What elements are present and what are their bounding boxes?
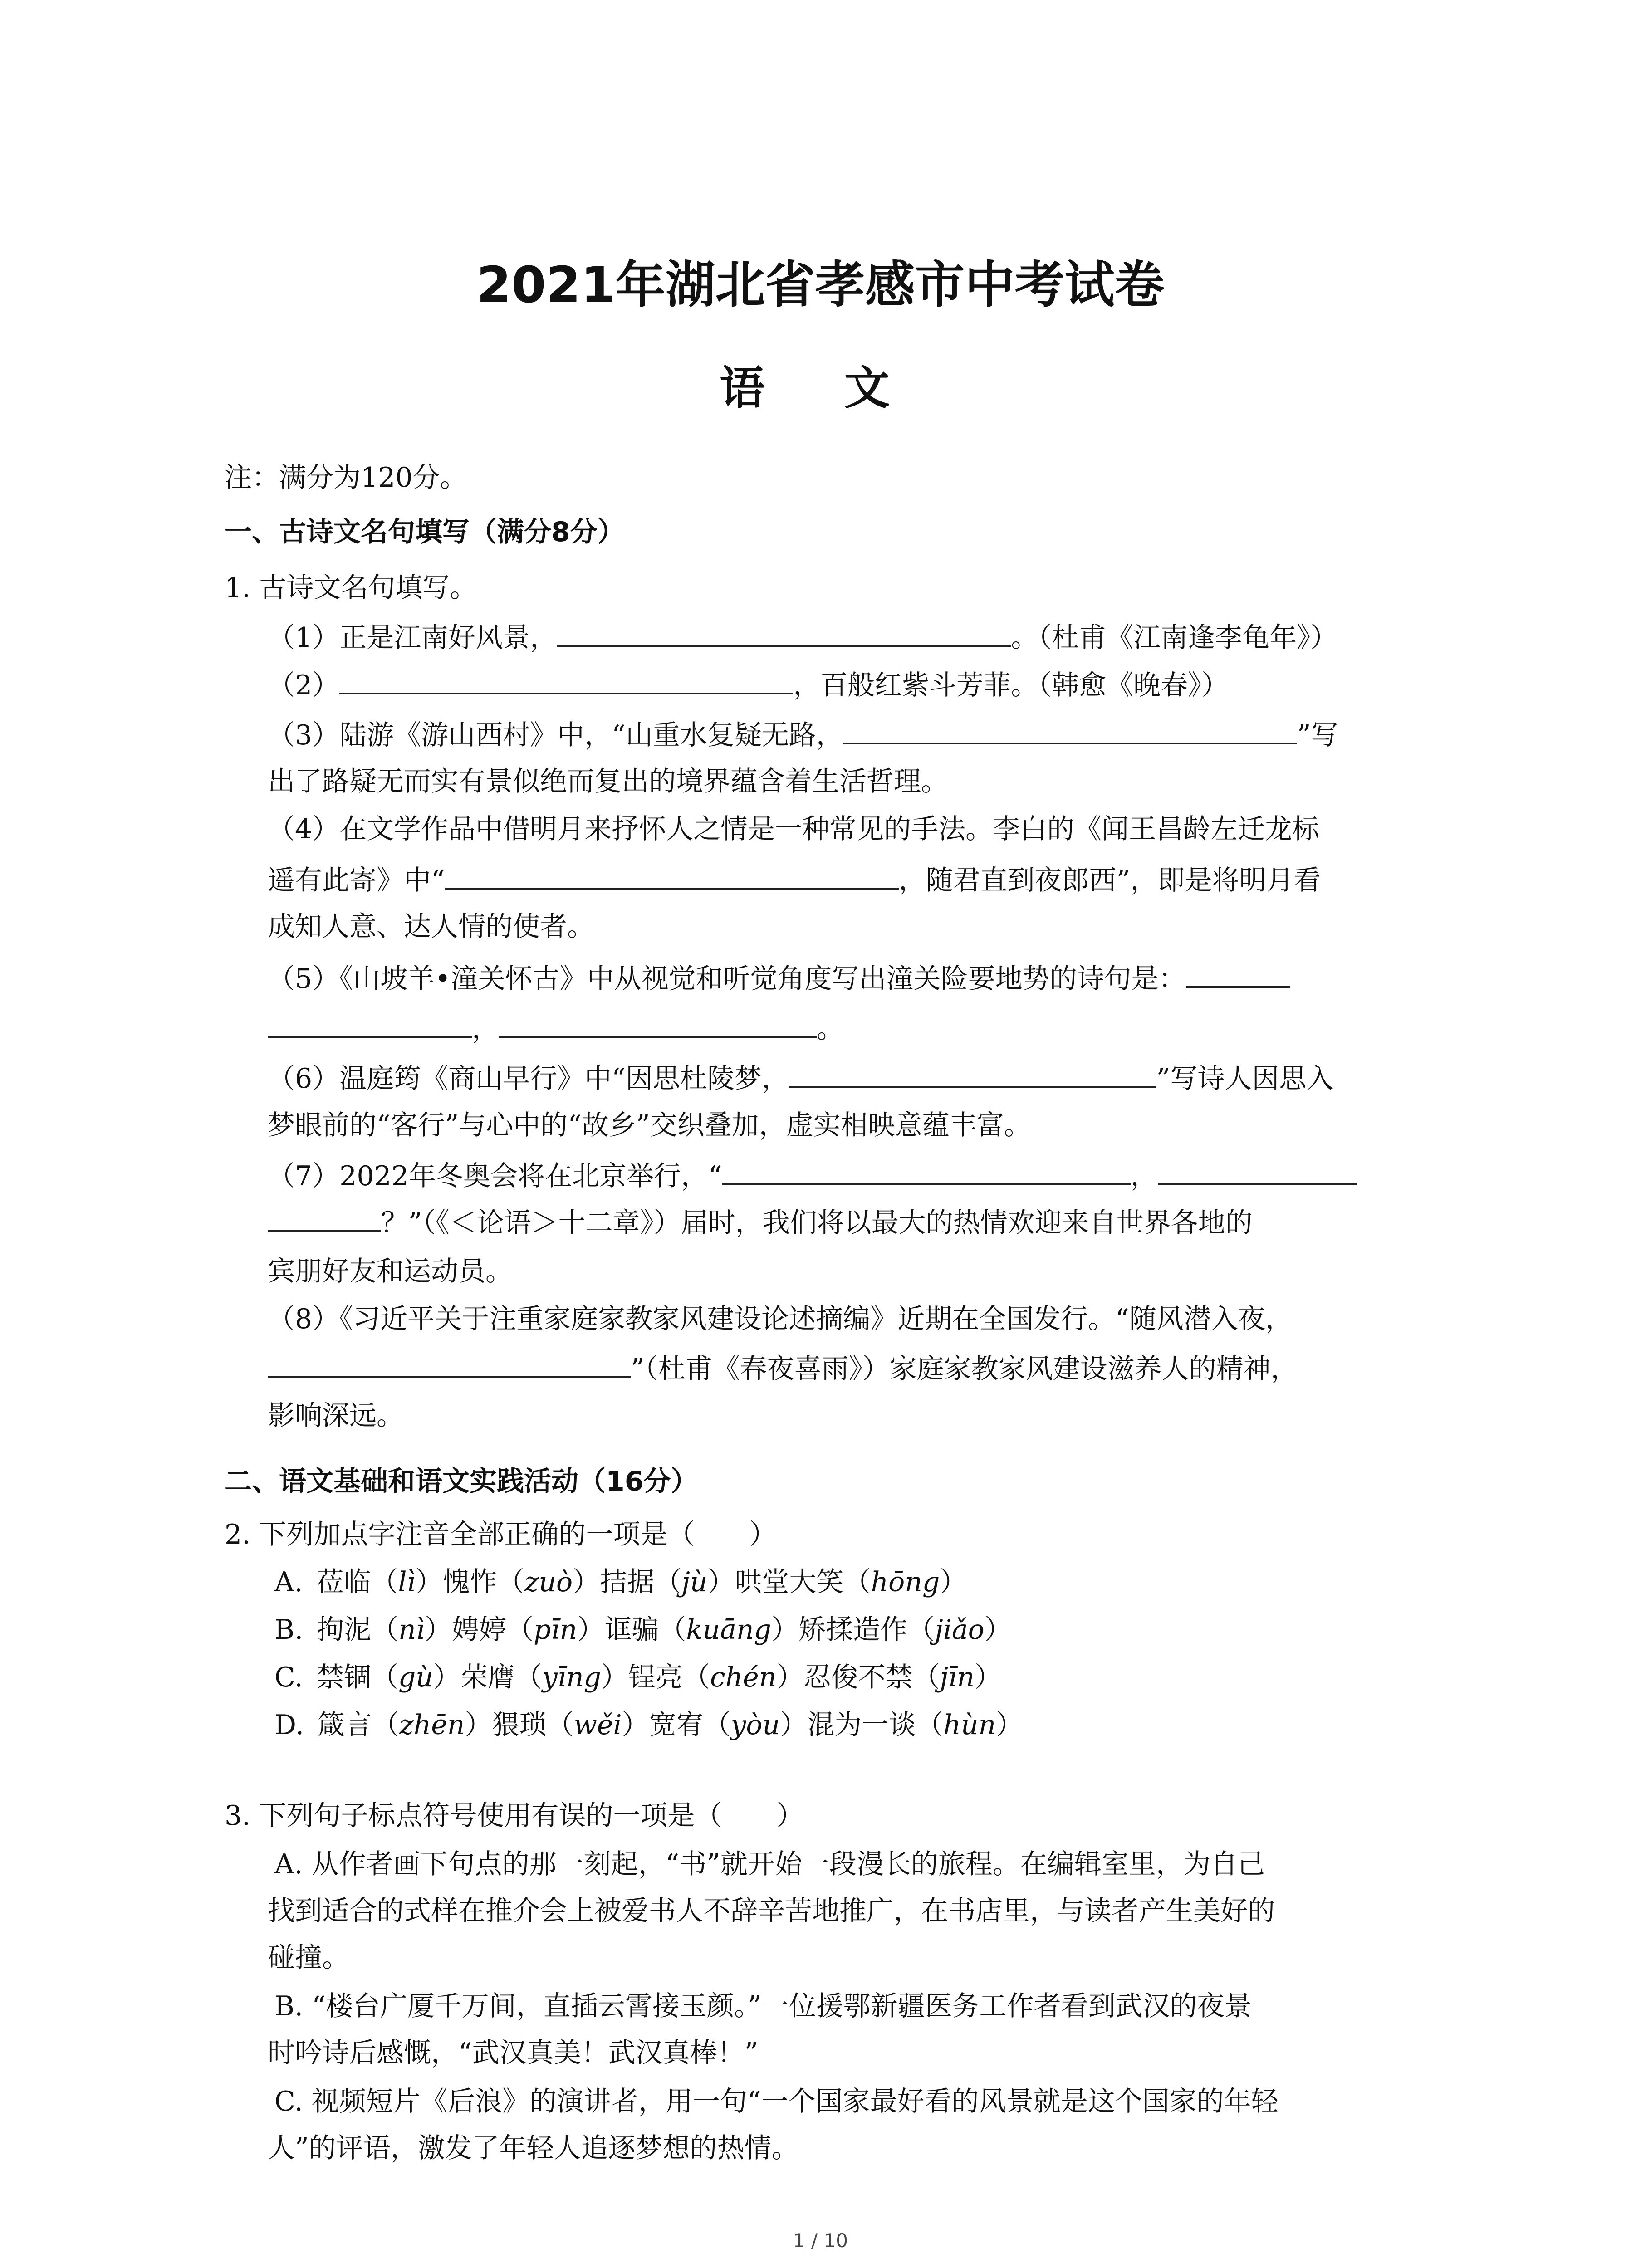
pinyin: zhēn <box>399 1709 465 1741</box>
q3-option-c-line2: 人”的评语，激发了年轻人追逐梦想的热情。 <box>268 2132 799 2164</box>
q1-item-7-line2 <box>268 1201 1253 1240</box>
subject-title: 语 文 <box>720 362 921 415</box>
pinyin: chén <box>710 1662 777 1693</box>
q1-item-7 <box>268 1154 1357 1193</box>
pinyin: kuāng <box>686 1614 772 1646</box>
q1-item-4-text: 遥有此寄》中“ <box>268 865 445 896</box>
pinyin: wěi <box>573 1709 622 1741</box>
q2-option-text: ） <box>940 1566 967 1598</box>
q1-item-7-comma: ， <box>1130 1160 1158 1192</box>
q2-option-label: B. <box>274 1614 304 1646</box>
section-2-heading: 二、语文基础和语文实践活动（16分） <box>225 1466 698 1497</box>
q1-item-6-tail: ”写诗人因思入 <box>1156 1063 1334 1095</box>
pinyin: jù <box>681 1566 708 1598</box>
q2-option-label: D. <box>274 1709 304 1741</box>
q2-option-text: ）哄堂大笑（ <box>707 1566 871 1598</box>
q2-option-text: ）忍俊不禁（ <box>776 1662 940 1693</box>
pinyin: yòu <box>730 1709 780 1741</box>
answer-blank[interactable] <box>268 1009 472 1038</box>
pinyin: lì <box>398 1566 416 1598</box>
q2-option-text: 禁锢（ <box>316 1662 398 1693</box>
q2-option-text: ） <box>996 1709 1024 1741</box>
q1-item-4-line3: 成知人意、达人情的使者。 <box>268 911 594 943</box>
q2-option-text: ）诓骗（ <box>577 1614 686 1646</box>
q2-option-text: ）荣膺（ <box>433 1662 542 1693</box>
q1-item-3-text: （3）陆游《游山西村》中，“山重水复疑无路， <box>268 719 843 751</box>
q1-item-5-line2 <box>268 1007 844 1046</box>
question-3-stem: 3. 下列句子标点符号使用有误的一项是（ ） <box>225 1800 804 1832</box>
q2-option-text: 箴言（ <box>318 1709 400 1741</box>
answer-blank[interactable] <box>789 1059 1156 1088</box>
q1-item-6-line2: 梦眼前的“客行”与心中的“故乡”交织叠加，虚实相映意蕴丰富。 <box>268 1110 1031 1141</box>
pinyin: gù <box>398 1662 433 1693</box>
q1-item-1 <box>268 616 1337 655</box>
answer-blank[interactable] <box>268 1349 631 1378</box>
q1-item-7-tail: ？”（《＜论语＞十二章》）届时，我们将以最大的热情欢迎来自世界各地的 <box>381 1207 1253 1239</box>
q1-item-8-line2 <box>268 1347 1298 1386</box>
pinyin: hōng <box>871 1566 940 1598</box>
q2-option-text: ） <box>974 1662 1002 1693</box>
q1-item-5-text: （5）《山坡羊•潼关怀古》中从视觉和听觉角度写出潼关险要地势的诗句是： <box>268 963 1186 995</box>
pinyin: yīng <box>542 1662 602 1693</box>
answer-blank[interactable] <box>1158 1156 1357 1185</box>
q2-option-text: 莅临（ <box>316 1566 398 1598</box>
q2-option-text: ）猥琐（ <box>465 1709 574 1741</box>
answer-blank[interactable] <box>339 665 793 694</box>
q2-option-text: ）愧怍（ <box>415 1566 524 1598</box>
q1-item-2 <box>268 664 1229 703</box>
q3-option-c[interactable]: C. 视频短片《后浪》的演讲者，用一句“一个国家最好看的风景就是这个国家的年轻 <box>274 2086 1279 2117</box>
answer-blank[interactable] <box>557 618 1011 647</box>
q1-item-6-text: （6）温庭筠《商山早行》中“因思杜陵梦， <box>268 1063 789 1095</box>
question-2-stem: 2. 下列加点字注音全部正确的一项是（ ） <box>225 1519 777 1550</box>
q3-option-a-line3: 碰撞。 <box>268 1942 349 1974</box>
q1-item-3-tail: ”写 <box>1297 719 1338 751</box>
q1-item-5-period: 。 <box>817 1013 844 1045</box>
q2-option-c[interactable] <box>274 1656 1002 1695</box>
pinyin: nì <box>398 1614 425 1646</box>
q3-option-a[interactable]: A. 从作者画下句点的那一刻起，“书”就开始一段漫长的旅程。在编辑室里，为自己 <box>274 1848 1265 1880</box>
q1-item-4: （4）在文学作品中借明月来抒怀人之情是一种常见的手法。李白的《闻王昌龄左迁龙标 <box>268 813 1320 845</box>
score-note: 注：满分为120分。 <box>225 462 467 494</box>
q2-option-text: ）锃亮（ <box>601 1662 710 1693</box>
q1-item-2-label: （2） <box>268 670 340 701</box>
q2-option-text: ）娉婷（ <box>425 1614 534 1646</box>
pinyin: jiǎo <box>935 1614 985 1646</box>
q2-option-text: ） <box>984 1614 1012 1646</box>
pinyin: jīn <box>940 1662 975 1693</box>
q2-option-label: A. <box>274 1566 303 1598</box>
q1-item-3 <box>268 714 1338 753</box>
q1-item-4-tail: ，随君直到夜郎西”，即是将明月看 <box>898 865 1321 896</box>
answer-blank[interactable] <box>1186 959 1290 988</box>
q2-option-a[interactable] <box>274 1560 967 1599</box>
answer-blank[interactable] <box>722 1156 1131 1185</box>
answer-blank[interactable] <box>843 715 1297 744</box>
answer-blank[interactable] <box>499 1009 817 1038</box>
pinyin: pīn <box>534 1614 578 1646</box>
page-number: 1 / 10 <box>793 2229 848 2252</box>
answer-blank[interactable] <box>445 860 899 890</box>
question-1-stem: 1. 古诗文名句填写。 <box>225 572 477 604</box>
q1-item-1-source: 。（杜甫《江南逢李龟年》） <box>1011 622 1338 654</box>
q1-item-6 <box>268 1057 1334 1096</box>
pinyin: zuò <box>524 1566 573 1598</box>
pinyin: hùn <box>943 1709 996 1741</box>
q1-item-2-text: ，百般红紫斗芳菲。（韩愈《晚春》） <box>793 670 1229 701</box>
q1-item-8: （8）《习近平关于注重家庭家教家风建设论述摘编》近期在全国发行。“随风潜入夜， <box>268 1303 1293 1335</box>
q2-option-label: C. <box>274 1662 303 1693</box>
q1-item-3-line2: 出了路疑无而实有景似绝而复出的境界蕴含着生活哲理。 <box>268 766 948 797</box>
q2-option-b[interactable] <box>274 1608 1012 1647</box>
answer-blank[interactable] <box>268 1203 381 1232</box>
q1-item-5 <box>268 957 1290 996</box>
q1-item-7-text: （7）2022年冬奥会将在北京举行，“ <box>268 1160 722 1192</box>
q3-option-a-line2: 找到适合的式样在推介会上被爱书人不辞辛苦地推广，在书店里，与读者产生美好的 <box>268 1895 1275 1927</box>
section-1-heading: 一、古诗文名句填写（满分8分） <box>225 516 625 548</box>
q2-option-text: ）宽宥（ <box>622 1709 731 1741</box>
q3-option-b-line2: 时吟诗后感慨，“武汉真美！武汉真棒！” <box>268 2037 759 2069</box>
q2-option-text: ）拮据（ <box>573 1566 682 1598</box>
q3-option-b[interactable]: B. “楼台广厦千万间，直插云霄接玉颜。”一位援鄂新疆医务工作者看到武汉的夜景 <box>274 1990 1252 2022</box>
q1-item-8-line3: 影响深远。 <box>268 1400 404 1432</box>
q1-item-7-line3: 宾朋好友和运动员。 <box>268 1256 513 1287</box>
q2-option-d[interactable] <box>274 1703 1023 1742</box>
exam-title: 2021年湖北省孝感市中考试卷 <box>476 256 1165 314</box>
q2-option-text: ）矫揉造作（ <box>771 1614 935 1646</box>
q2-option-text: ）混为一谈（ <box>780 1709 944 1741</box>
q1-item-4-line2 <box>268 859 1321 898</box>
q1-item-1-text: （1）正是江南好风景， <box>268 622 558 654</box>
q1-item-8-tail: ”（杜甫《春夜喜雨》）家庭家教家风建设滋养人的精神， <box>631 1353 1298 1385</box>
q2-option-text: 拘泥（ <box>317 1614 399 1646</box>
q1-item-5-comma: ， <box>472 1013 499 1045</box>
